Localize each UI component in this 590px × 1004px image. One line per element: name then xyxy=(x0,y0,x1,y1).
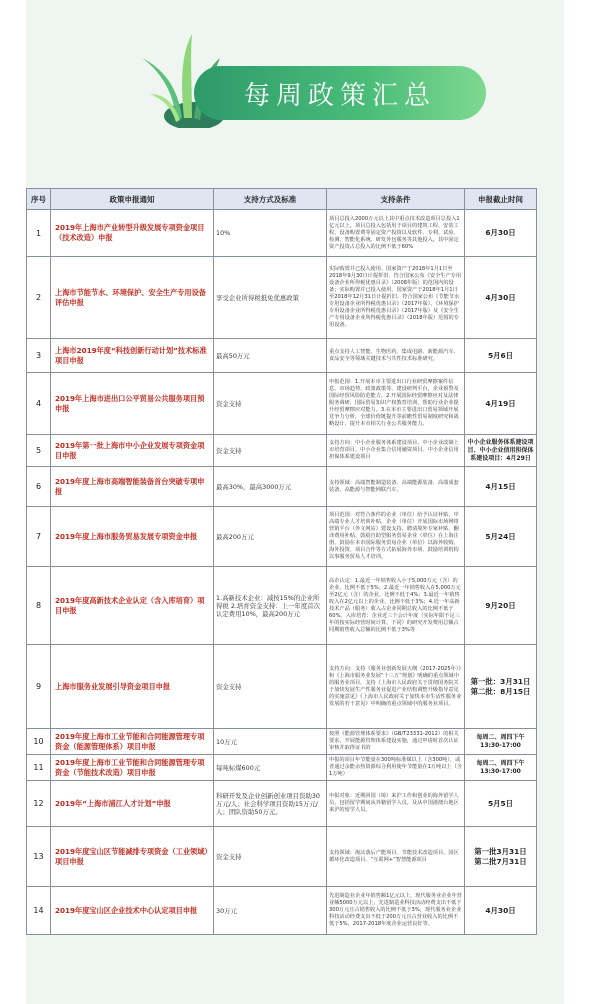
table-row xyxy=(27,507,537,567)
deadline-cell xyxy=(465,827,537,887)
deadline-cell xyxy=(465,755,537,781)
row-index: 3 xyxy=(27,339,51,373)
policy-name: 2019年度宝山区节能减排专项资金（工业领域）项目申报 xyxy=(51,827,214,887)
table-header-row xyxy=(27,189,537,210)
policy-name: 上海市服务业发展引导资金项目申报 xyxy=(51,645,214,729)
policy-name: 2019年度上海市工业节能和合同能源管理专项资金（节能技术改造）项目申报 xyxy=(51,755,214,781)
support-condition: 先进制造业企业年销售额1亿元以上，现代服务业企业年营业额5000万元以上，先进制造业科技活动经费支出不低于300万元且占销售收入的比例不低于3%，现代服务业企业科技活动经费支出不低于200万元且占营业收入的比例不低于5%，2017-2018年度企业运营良好等。 xyxy=(327,887,465,935)
deadline-text: 4月30日 xyxy=(485,905,516,915)
support-method: 30万元 xyxy=(214,887,327,935)
column-header-index: 序号 xyxy=(27,189,51,210)
policy-name: 2019年度宝山区企业技术中心认定项目申报 xyxy=(51,887,214,935)
column-header-method: 支持方式及标准 xyxy=(214,189,327,210)
support-method: 资金支持 xyxy=(214,645,327,729)
column-header-condition: 支持条件 xyxy=(327,189,465,210)
policy-name: 2019年上海市进出口公平贸易公共服务项目预申报 xyxy=(51,373,214,435)
deadline-text: 4月15日 xyxy=(485,481,516,491)
deadline-cell xyxy=(465,729,537,755)
deadline-text: 5月5日 xyxy=(487,798,514,808)
table-row xyxy=(27,467,537,507)
header-banner xyxy=(26,0,564,175)
policy-name: 上海市2019年度“科技创新行动计划”技术标准项目申报 xyxy=(51,339,214,373)
support-method: 科研开发及企业创新创业项目资助30万元/人；社会科学项目资助15万元/人；团队资助50万元。 xyxy=(214,781,327,827)
support-condition: 高企认定：1.最近一年销售收入小于5,000万元（含）的企业，比例不低于5%；2.最近一年销售收入在5,000万元至2亿元（含）的企业，比例不低于4%；3.最近一年销售收入在2亿元以上的企业，比例不低于3%；4.近一年高新技术产品（服务）收入占企业同期总收入的比例不低于60%。入库培育：企业近三个会计年度（实际年限不足三年的按实际经营时间计算，下同）的研究开发费用总额占同期销售收入总额的比例不低于3%等 xyxy=(327,567,465,645)
table-row xyxy=(27,435,537,467)
support-method: 最高50万元 xyxy=(214,339,327,373)
table-row xyxy=(27,567,537,645)
deadline-cell xyxy=(465,781,537,827)
support-method: 每吨标煤600元 xyxy=(214,755,327,781)
policy-name: 2019年上海市产业转型升级发展专项资金项目（技术改造）申报 xyxy=(51,210,214,257)
support-condition: 按照《能源管理体系要求》（GB/T23331-2012）的相关要求，开展能源管理体系建设实施，通过申请时首次认证审核并取得证书的 xyxy=(327,729,465,755)
deadline-cell xyxy=(465,373,537,435)
deadline-text: 每周二、周四下午13:30-17:00 xyxy=(476,733,525,749)
deadline-cell xyxy=(465,339,537,373)
support-method: 资金支持 xyxy=(214,373,327,435)
support-condition: 支持方向：中小企业服务体系建设项目、中小企业改制上市培育项目、中小企业集合信用融资项目、中小企业信用担保体系建设项目 xyxy=(327,435,465,467)
table-row xyxy=(27,729,537,755)
page-title: 每周政策汇总 xyxy=(194,66,486,120)
support-method: 最高200万元 xyxy=(214,507,327,567)
support-method: 资金支持 xyxy=(214,827,327,887)
row-index: 10 xyxy=(27,729,51,755)
row-index: 4 xyxy=(27,373,51,435)
deadline-text: 第二批：8月15日 xyxy=(470,686,531,696)
support-condition: 申报范围：1.开展本市主要进出口行业研贸摩擦案件信息、市场趋势、政策政策等，建设研判平台，企业预警及国际经贸风险防范能力。2.开展国际经贸摩擦应对及法律服务调研，国际贸易知识产权教育培训，帮助行业企业提升经贸摩擦应对能力。3.在本市主要进出口贸易领域开展竞争力分析，全球价值链提升等前瞻性贸易制度研究和战略设计，提升本市相关行业公共服务能力。 xyxy=(327,373,465,435)
table-row xyxy=(27,645,537,729)
deadline-cell xyxy=(465,645,537,729)
deadline-text: 6月30日 xyxy=(485,228,516,237)
table-row xyxy=(27,887,537,935)
deadline-cell xyxy=(465,257,537,339)
deadline-cell xyxy=(465,507,537,567)
row-index: 2 xyxy=(27,257,51,339)
deadline-text: 第二批7月31日 xyxy=(474,856,527,866)
policy-name: 2019年度上海市工业节能和合同能源管理专项资金（能源管理体系）项目申报 xyxy=(51,729,214,755)
support-method: 最高30%，最高3000万元 xyxy=(214,467,327,507)
table-row xyxy=(27,257,537,339)
table-row xyxy=(27,373,537,435)
support-method: 1.高新技术企业：减按15%的企业所得税 2.培育资金支持：上一年度首次认定费用10%，最高200万元 xyxy=(214,567,327,645)
deadline-text: 第一批3月31日 xyxy=(474,846,527,856)
support-method: 10% xyxy=(214,210,327,257)
deadline-cell xyxy=(465,210,537,257)
row-index: 13 xyxy=(27,827,51,887)
deadline-cell xyxy=(465,435,537,467)
table-row xyxy=(27,781,537,827)
policy-name: 2019年度上海市高端智能装备首台突破专项申报 xyxy=(51,467,214,507)
row-index: 5 xyxy=(27,435,51,467)
row-index: 14 xyxy=(27,887,51,935)
deadline-text: 第一批：3月31日 xyxy=(470,676,531,686)
policy-name: 2019年度高新技术企业认定（含入库培育）项目申报 xyxy=(51,567,214,645)
table-row xyxy=(27,339,537,373)
support-method: 享受企业所得税抵免优惠政策 xyxy=(214,257,327,339)
deadline-text: 9月20日 xyxy=(485,600,516,610)
support-condition: 实际购置并已投入使用、国家资产于2018年1月1日至2018年9月30日计提折旧、符合国家公布《安全生产专用设备企业所得税优惠目录》（2008年版）的范围内的设备；实际购置并已投入使用、国家资产于2018年1月1日至2018年12月31日计提折旧、符合国家公布《节能节水专用设备企业所得税优惠目录》（2017年版）、《环境保护专用设备企业所得税优惠目录》（2017年版）及《安全生产专用设备企业所得税优惠目录》（2018年版）范围的专用设备。 xyxy=(327,257,465,339)
row-index: 12 xyxy=(27,781,51,827)
support-condition: 重点支持人工智能、生物医药、集成电路、新能源汽车、食品安全等领域关键技术与共性技术标准研究。 xyxy=(327,339,465,373)
support-condition: 申报的项目年节能量在300吨标准煤以上（含300吨），或者通过余能余热资源综合利用使年节能量在1万吨以上（含1万吨） xyxy=(327,755,465,781)
row-index: 6 xyxy=(27,467,51,507)
deadline-text: 5月6日 xyxy=(487,350,514,360)
policy-name: 2019年“上海市浦江人才计划”申报 xyxy=(51,781,214,827)
deadline-cell xyxy=(465,567,537,645)
deadline-text: 5月24日 xyxy=(485,531,516,541)
support-method: 10万元 xyxy=(214,729,327,755)
row-index: 9 xyxy=(27,645,51,729)
row-index: 1 xyxy=(27,210,51,257)
table-row xyxy=(27,755,537,781)
support-method: 资金支持 xyxy=(214,435,327,467)
row-index: 7 xyxy=(27,507,51,567)
support-condition: 支持方向：支持《服务业创新发展大纲（2017-2025年）》和《上海市服务业发展“十三五”规划》明确的重点领域中的服务业项目，支持《上海市人民政府关于贯彻国务院关于加快发展生产性服务业促进产业结构调整升级指导意见的实施意见》《上海市人民政府关于加快本市生活性服务业发展的若干意见》中明确的重点领域中的服务业项目。 xyxy=(327,645,465,729)
support-condition: 申报对象：近期回国（境）来沪工作和创业的海外留学人员，包括留学期间从外籍留学人员，及从中国港澳台地区来沪的留学人员。 xyxy=(327,781,465,827)
policy-name: 2019年度上海市服务贸易发展专项资金申报 xyxy=(51,507,214,567)
support-condition: 项目总投入2000万元以上其中重点技术改造项目总投入1亿元以上。项目总投入包括用于项目的建筑工程、安装工程、设备购置费等固定资产投资以及软件、专利、试验、检测、智能化系统、研发外包服务等其他投入，其中固定资产投资占总投入的比例不低于60% xyxy=(327,210,465,257)
deadline-text: 4月19日 xyxy=(485,398,516,408)
support-condition: 项目范围：对符合条件的企业（单位）给予认证补贴、中高端专业人才培训补贴、企业（单位）开展国际市场网络营销平台（外文网站）建设支持、聘请境外专家补贴、翻译费用补贴、鼓励自助型服务贸易企业（单位）在上海注册、鼓励在本市国际服务贸易企业（单位）以海外收购、海外投资、项目合作等方式拓展海外市场、鼓励培训机构以事服务贸易人才培训。 xyxy=(327,507,465,567)
row-index: 8 xyxy=(27,567,51,645)
column-header-deadline: 申报截止时间 xyxy=(465,189,537,210)
column-header-policy: 政策申报通知 xyxy=(51,189,214,210)
support-condition: 支持领域：淘汰落后产能项目、节能技术改造项目、园区循环化改造项目、“互联网+”智慧能源项目 xyxy=(327,827,465,887)
policy-table-container xyxy=(26,188,536,935)
deadline-text: 中小企业服务体系建设项目、中小企业信用担保体系建设项目：4月29日 xyxy=(467,438,534,462)
deadline-text: 4月30日 xyxy=(485,292,516,302)
table-row xyxy=(27,827,537,887)
policy-table xyxy=(26,188,537,935)
policy-name: 上海市节能节水、环境保护、安全生产专用设备评估申报 xyxy=(51,257,214,339)
row-index: 11 xyxy=(27,755,51,781)
deadline-cell xyxy=(465,467,537,507)
deadline-cell xyxy=(465,887,537,935)
support-condition: 支持领域：高端智能制造装备、高端能源装备、高端成套装备、高能源与智能网联汽车。 xyxy=(327,467,465,507)
policy-name: 2019年第一批上海市中小企业发展专项资金项目申报 xyxy=(51,435,214,467)
table-row xyxy=(27,210,537,257)
deadline-text: 每周二、周四下午13:30-17:00 xyxy=(476,759,525,775)
